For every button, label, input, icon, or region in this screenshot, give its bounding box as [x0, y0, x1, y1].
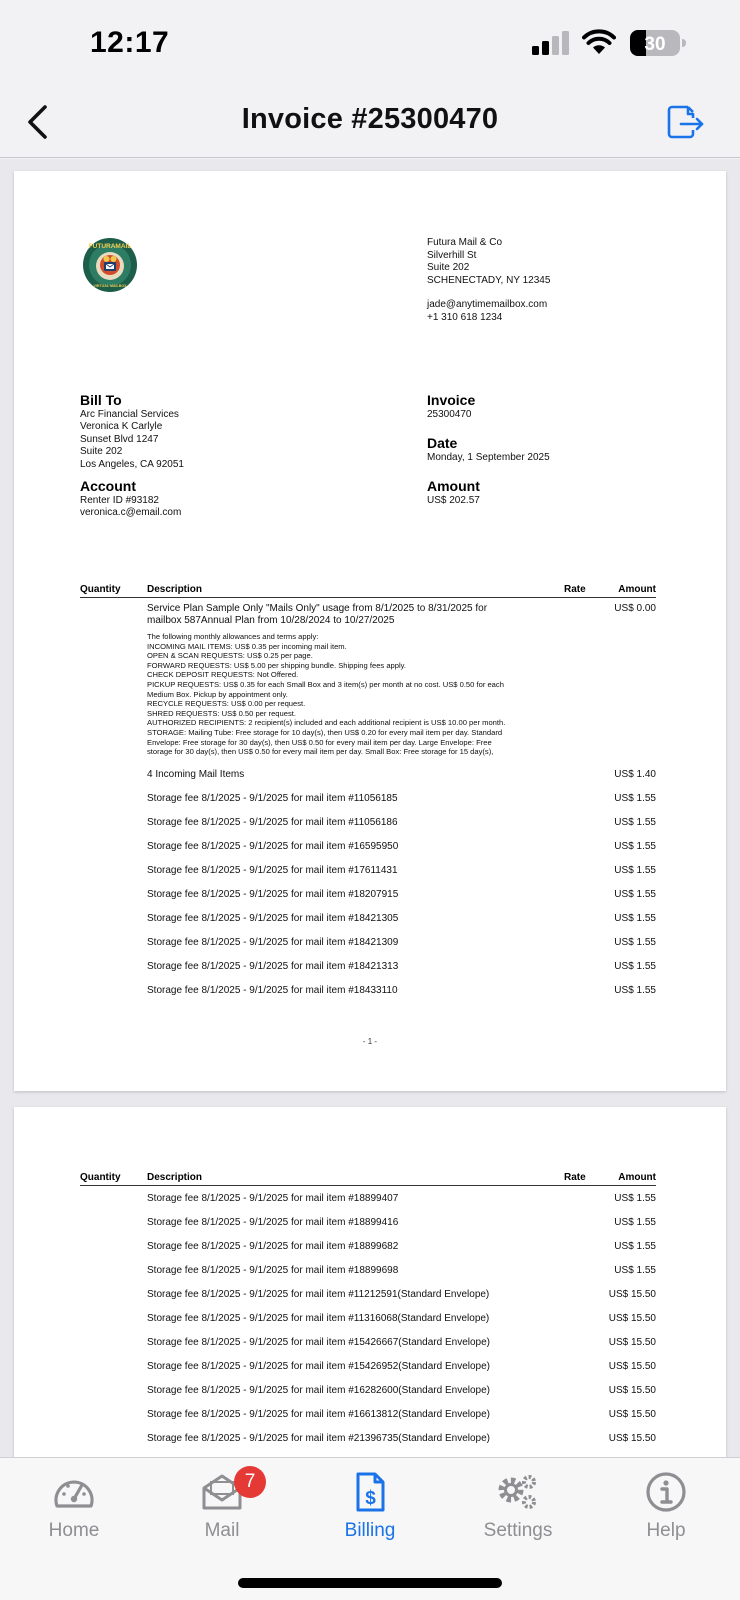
item-amount: US$ 1.55 — [614, 961, 656, 972]
logo-subtext: VIRTUAL MAILBOX — [93, 284, 127, 288]
item-description: Storage fee 8/1/2025 - 9/1/2025 for mail item #18421305 — [147, 913, 399, 924]
terms-line: storage for 30 day(s), then US$ 0.50 for every mail item per day. Small Box: Free storage for 15 day(s), — [147, 747, 494, 757]
date-block — [427, 435, 550, 464]
item-description: Storage fee 8/1/2025 - 9/1/2025 for mail item #11316068(Standard Envelope) — [147, 1313, 490, 1324]
invoice-heading: Invoice — [427, 392, 476, 408]
item-description: Storage fee 8/1/2025 - 9/1/2025 for mail item #18899698 — [147, 1265, 399, 1276]
invoice-date: Monday, 1 September 2025 — [427, 452, 550, 463]
plan-line: Service Plan Sample Only "Mails Only" usage from 8/1/2025 to 8/31/2025 for — [147, 603, 488, 614]
renter-id: Renter ID #93182 — [80, 495, 159, 506]
account-email: veronica.c@email.com — [80, 507, 182, 519]
bill-to-line: Los Angeles, CA 92051 — [80, 458, 184, 470]
header-rate: Rate — [564, 584, 586, 595]
terms-line: SHRED REQUESTS: US$ 0.50 per request. — [147, 708, 296, 718]
company-city: SCHENECTADY, NY 12345 — [427, 274, 551, 286]
status-bar — [0, 0, 740, 88]
item-amount: US$ 1.55 — [614, 817, 656, 828]
item-amount: US$ 15.50 — [608, 1433, 656, 1444]
company-suite: Suite 202 — [427, 262, 470, 274]
header-quantity: Quantity — [80, 584, 121, 595]
item-amount: US$ 15.50 — [608, 1361, 656, 1372]
item-description: Storage fee 8/1/2025 - 9/1/2025 for mail item #16595950 — [147, 841, 399, 852]
item-amount: US$ 15.50 — [608, 1289, 656, 1300]
item-amount: US$ 1.55 — [614, 1193, 656, 1204]
item-description: Storage fee 8/1/2025 - 9/1/2025 for mail item #11056186 — [147, 817, 398, 828]
item-amount: US$ 15.50 — [608, 1409, 656, 1420]
terms-line: STORAGE: Mailing Tube: Free storage for 10 day(s), then US$ 0.20 for every mail item per day. Standard — [147, 727, 503, 737]
company-logo — [82, 237, 138, 293]
bill-to-line: Suite 202 — [80, 446, 123, 458]
item-description: Storage fee 8/1/2025 - 9/1/2025 for mail item #17611431 — [147, 865, 398, 876]
battery-level: 30 — [644, 34, 666, 55]
item-amount: US$ 1.55 — [614, 841, 656, 852]
export-button[interactable] — [664, 100, 708, 144]
item-description: Storage fee 8/1/2025 - 9/1/2025 for mail item #18899416 — [147, 1217, 399, 1228]
amount-heading: Amount — [427, 478, 480, 494]
terms-line: Envelope: Free storage for 30 day(s), then US$ 0.50 for every mail item per day. Large Envelope: Free — [147, 737, 492, 747]
invoice-icon — [348, 1472, 392, 1512]
item-description: Storage fee 8/1/2025 - 9/1/2025 for mail item #18421313 — [147, 961, 399, 972]
item-description: Storage fee 8/1/2025 - 9/1/2025 for mail item #18421309 — [147, 937, 399, 948]
tab-mail[interactable] — [148, 1472, 296, 1562]
bill-to-line: Sunset Blvd 1247 — [80, 433, 159, 445]
invoice-document-viewer[interactable] — [0, 159, 740, 1457]
item-amount: US$ 1.55 — [614, 913, 656, 924]
item-description: 4 Incoming Mail Items — [147, 769, 245, 780]
item-description: Storage fee 8/1/2025 - 9/1/2025 for mail item #15426952(Standard Envelope) — [147, 1361, 491, 1372]
items-table-header — [80, 582, 656, 598]
terms-line: INCOMING MAIL ITEMS: US$ 0.35 per incoming mail item. — [147, 641, 347, 651]
tab-help[interactable] — [592, 1472, 740, 1562]
header-description: Description — [147, 1172, 203, 1183]
tab-settings[interactable] — [444, 1472, 592, 1562]
header-quantity: Quantity — [80, 1172, 121, 1183]
terms-line: CHECK DEPOSIT REQUESTS: Not Offered. — [147, 670, 299, 680]
plan-terms — [147, 632, 527, 757]
item-amount: US$ 1.40 — [614, 769, 656, 780]
header-description: Description — [147, 584, 203, 595]
invoice-number: 25300470 — [427, 409, 472, 420]
item-description: Storage fee 8/1/2025 - 9/1/2025 for mail item #16613812(Standard Envelope) — [147, 1409, 491, 1420]
item-description: Storage fee 8/1/2025 - 9/1/2025 for mail item #18433110 — [147, 985, 398, 996]
terms-line: PICKUP REQUESTS: US$ 0.35 for each Small Box and 3 item(s) per month at no cost. US$ 0.50 for each — [147, 679, 504, 689]
speedometer-icon — [52, 1472, 96, 1512]
item-amount: US$ 15.50 — [608, 1337, 656, 1348]
company-email: jade@anytimemailbox.com — [427, 299, 548, 311]
plan-amount: US$ 0.00 — [614, 603, 656, 614]
item-amount: US$ 1.55 — [614, 1217, 656, 1228]
item-amount: US$ 1.55 — [614, 1241, 656, 1252]
header-amount: Amount — [618, 1172, 656, 1183]
account-heading: Account — [80, 478, 136, 494]
item-amount: US$ 1.55 — [614, 985, 656, 996]
cellular-signal-icon — [532, 31, 572, 55]
logo-text: FUTURAMAIL — [88, 243, 132, 250]
item-amount: US$ 1.55 — [614, 937, 656, 948]
company-street: Silverhill St — [427, 249, 477, 261]
svg-text:$: $ — [365, 1488, 376, 1509]
item-description: Storage fee 8/1/2025 - 9/1/2025 for mail item #16282600(Standard Envelope) — [147, 1385, 491, 1396]
gears-icon — [495, 1472, 541, 1512]
company-name: Futura Mail & Co — [427, 237, 503, 248]
tab-home[interactable] — [0, 1472, 148, 1562]
date-heading: Date — [427, 435, 458, 451]
bill-to-heading: Bill To — [80, 392, 122, 408]
terms-line: AUTHORIZED RECIPIENTS: 2 recipient(s) included and each additional recipient is US$ 10.00 per month. — [147, 718, 506, 728]
bill-to-line: Arc Financial Services — [80, 409, 179, 420]
company-phone: +1 310 618 1234 — [427, 311, 503, 323]
terms-line: Medium Box. Pickup by appointment only. — [147, 689, 288, 699]
nav-bar — [0, 88, 740, 158]
item-description: Storage fee 8/1/2025 - 9/1/2025 for mail item #18899682 — [147, 1241, 399, 1252]
status-time: 12:17 — [90, 26, 170, 59]
invoice-page-2 — [14, 1107, 726, 1457]
tab-billing[interactable] — [296, 1472, 444, 1562]
tab-label: Mail — [204, 1520, 240, 1541]
export-document-icon — [666, 104, 706, 140]
header-amount: Amount — [618, 584, 656, 595]
plan-line: mailbox 587Annual Plan from 10/28/2024 to 10/27/2025 — [147, 615, 395, 626]
company-address — [427, 237, 550, 325]
item-amount: US$ 1.55 — [614, 793, 656, 804]
items-table-header — [80, 1170, 656, 1186]
item-amount: US$ 1.55 — [614, 1265, 656, 1276]
bill-to-block — [80, 392, 184, 471]
page-number: - 1 - — [362, 1037, 378, 1046]
bill-to-line: Veronica K Carlyle — [80, 421, 163, 433]
item-description: Storage fee 8/1/2025 - 9/1/2025 for mail item #15426667(Standard Envelope) — [147, 1337, 491, 1348]
item-amount: US$ 15.50 — [608, 1385, 656, 1396]
tab-label: Home — [48, 1520, 100, 1541]
tab-label: Help — [646, 1520, 686, 1541]
tab-label: Settings — [483, 1520, 553, 1541]
terms-line: OPEN & SCAN REQUESTS: US$ 0.25 per page. — [147, 651, 313, 661]
wifi-icon — [582, 29, 616, 55]
item-description: Storage fee 8/1/2025 - 9/1/2025 for mail item #21396735(Standard Envelope) — [147, 1433, 491, 1444]
info-icon — [644, 1472, 688, 1512]
item-description: Storage fee 8/1/2025 - 9/1/2025 for mail item #11056185 — [147, 793, 398, 804]
amount-block — [427, 478, 480, 507]
terms-line: FORWARD REQUESTS: US$ 5.00 per shipping bundle. Shipping fees apply. — [147, 660, 407, 670]
item-amount: US$ 1.55 — [614, 889, 656, 900]
page-title: Invoice #25300470 — [241, 103, 499, 135]
terms-line: RECYCLE REQUESTS: US$ 0.00 per request. — [147, 699, 306, 709]
item-amount: US$ 15.50 — [608, 1313, 656, 1324]
account-block — [80, 478, 181, 520]
terms-line: The following monthly allowances and terms apply: — [147, 632, 319, 641]
invoice-page-1 — [14, 171, 726, 1091]
mail-badge: 7 — [234, 1466, 266, 1498]
invoice-total: US$ 202.57 — [427, 495, 480, 506]
item-description: Storage fee 8/1/2025 - 9/1/2025 for mail item #18899407 — [147, 1193, 399, 1204]
tab-label: Billing — [344, 1520, 396, 1541]
item-description: Storage fee 8/1/2025 - 9/1/2025 for mail item #11212591(Standard Envelope) — [147, 1289, 490, 1300]
item-amount: US$ 1.55 — [614, 865, 656, 876]
item-description: Storage fee 8/1/2025 - 9/1/2025 for mail item #18207915 — [147, 889, 399, 900]
battery-icon — [630, 30, 686, 56]
home-indicator[interactable] — [238, 1578, 502, 1588]
plan-description — [147, 603, 527, 627]
header-rate: Rate — [564, 1172, 586, 1183]
invoice-number-block — [427, 392, 475, 421]
